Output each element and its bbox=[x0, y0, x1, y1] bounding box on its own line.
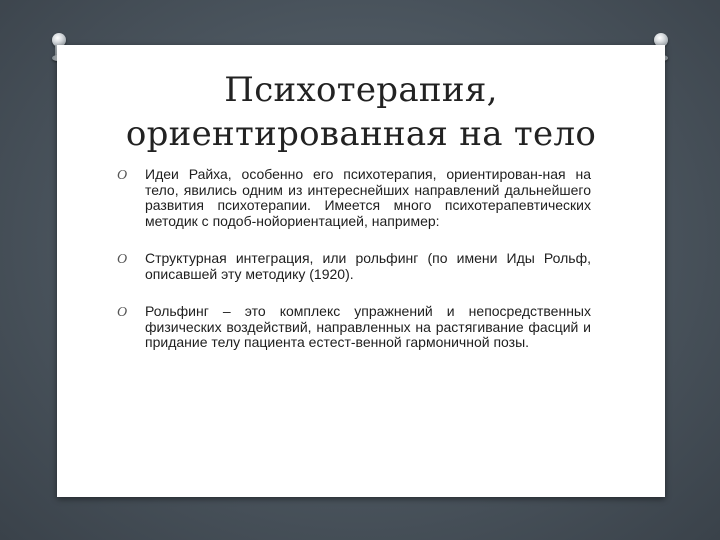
list-item bbox=[117, 167, 591, 229]
list-item bbox=[117, 251, 591, 282]
bullet-marker: O bbox=[117, 252, 128, 267]
bullet-text: Идеи Райха, особенно его психотерапия, ориентирован-ная на тело, явились одним из интереснейших направлений дальнейшего развития психотерапии. Имеется много психотерапевтических методик с подоб-нойориентацией, например: bbox=[145, 166, 591, 229]
slide-title-line-2: ориентированная на тело bbox=[125, 114, 597, 154]
list-item bbox=[117, 304, 591, 351]
bullet-marker: O bbox=[117, 168, 128, 183]
slide-title-line-1: Психотерапия, bbox=[224, 70, 498, 110]
bullet-text: Структурная интеграция, или рольфинг (по имени Иды Рольф, описавшей эту методику (1920). bbox=[145, 250, 591, 282]
bullet-marker: O bbox=[117, 305, 128, 320]
bullet-text: Рольфинг – это комплекс упражнений и непосредственных физических воздействий, направленных на растягивание фасций и придание телу пациента естест-венной гармоничной позы. bbox=[145, 303, 591, 350]
slide-title bbox=[57, 68, 665, 156]
bullet-list bbox=[117, 167, 591, 373]
